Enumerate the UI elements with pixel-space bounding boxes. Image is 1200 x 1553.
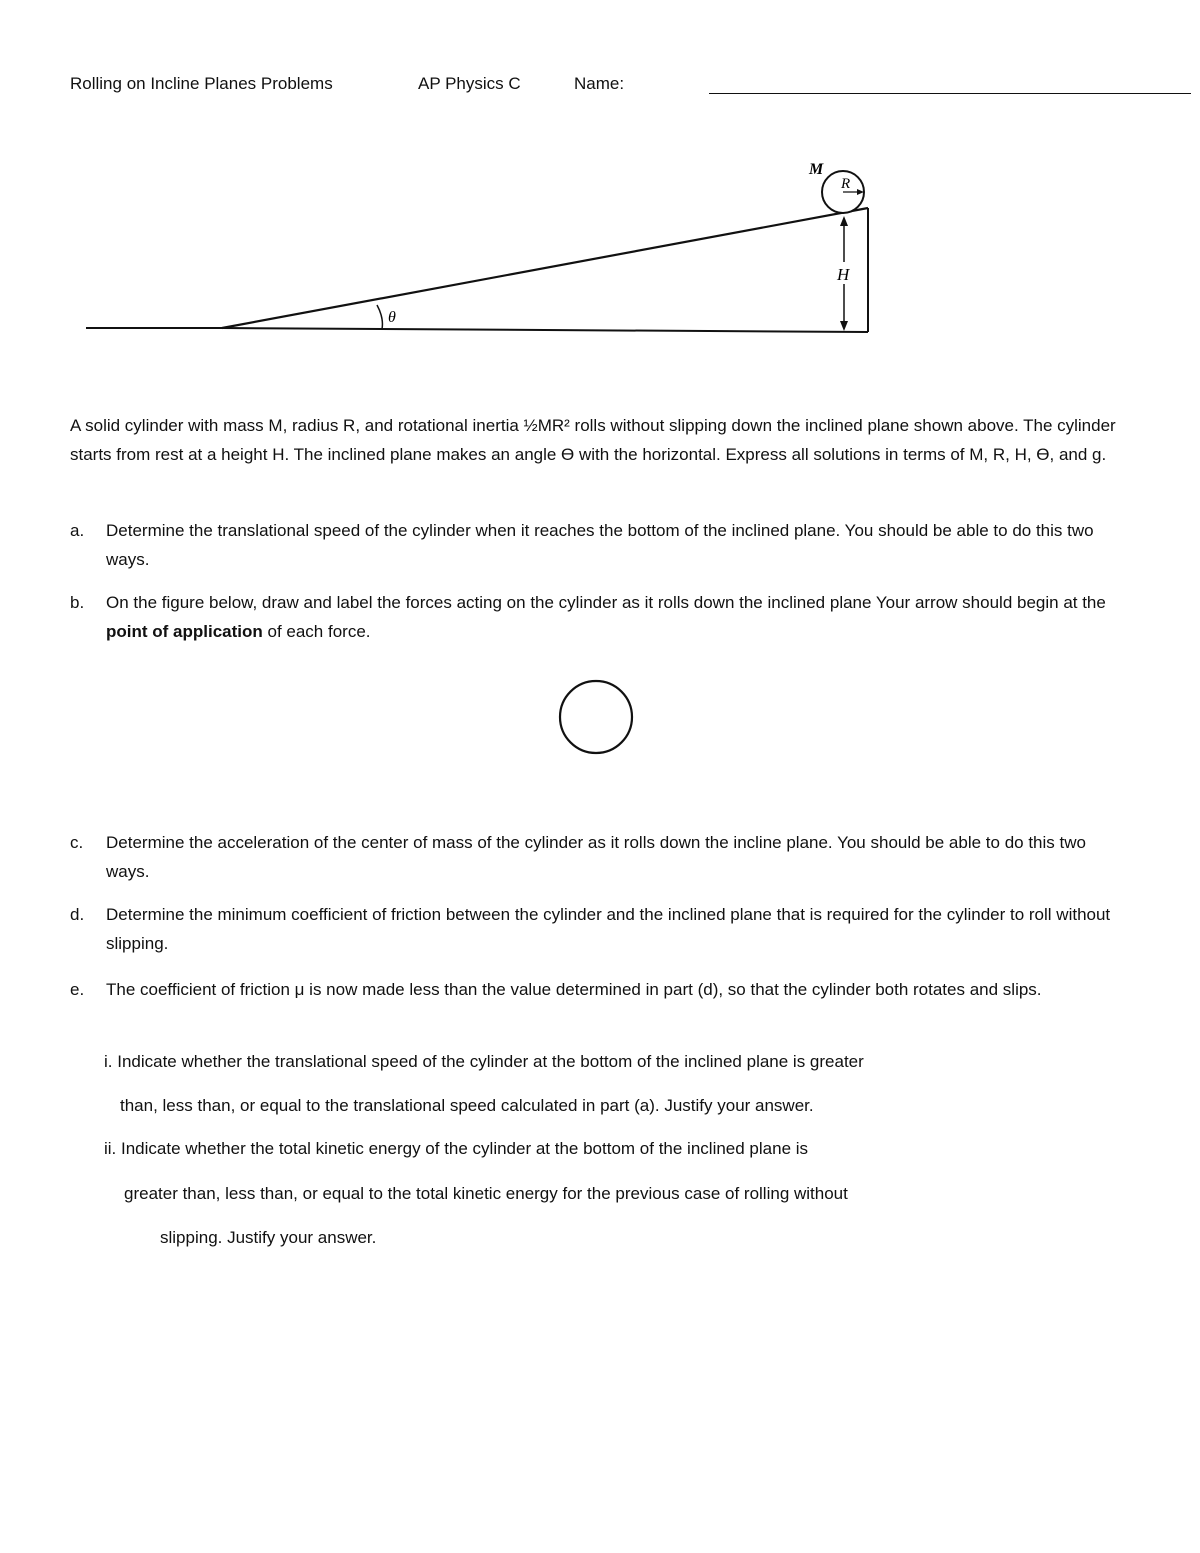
course-name: AP Physics C — [418, 74, 521, 93]
question-c — [70, 828, 1130, 886]
force-diagram-circle — [556, 678, 636, 758]
angle-label: θ — [388, 309, 396, 326]
question-e-text: The coefficient of friction μ is now made less than the value determined in part (d), so that the cylinder both rotates and slips. — [106, 980, 1042, 999]
name-label: Name: — [574, 74, 625, 93]
radius-label: R — [841, 176, 851, 192]
incline-diagram — [0, 150, 1200, 345]
incline-base — [222, 328, 868, 332]
question-d-label: d. — [70, 905, 85, 924]
mass-label: M — [809, 161, 824, 178]
height-label: H — [837, 265, 850, 284]
question-b-label: b. — [70, 593, 85, 612]
question-e-label: e. — [70, 980, 85, 999]
worksheet-title: Rolling on Incline Planes Problems — [70, 74, 333, 93]
question-b — [70, 588, 1130, 646]
question-e-ii-line3: slipping. Justify your answer. — [160, 1228, 377, 1247]
question-b-bold: point of application — [106, 622, 263, 641]
question-e-ii-line2: greater than, less than, or equal to the total kinetic energy for the previous case of rolling without — [124, 1184, 848, 1203]
question-c-text: Determine the acceleration of the center of mass of the cylinder as it rolls down the incline plane. You should be able to do this two ways. — [106, 833, 1086, 881]
question-b-text: On the figure below, draw and label the forces acting on the cylinder as it rolls down the inclined plane Your arrow should begin at the point of application of each force. — [106, 593, 1106, 641]
height-arrow-head-top — [840, 216, 848, 226]
angle-arc — [377, 305, 382, 329]
question-a — [70, 516, 1130, 574]
problem-statement: A solid cylinder with mass M, radius R, and rotational inertia ½MR² rolls without slipping down the inclined plane shown above. The cylinder starts from rest at a height H. The inclined plane makes an angle ϴ with the horizontal. Express all solutions in terms of M, R, H, ϴ, and g. — [70, 416, 1116, 464]
height-arrow-head-bottom — [840, 321, 848, 331]
name-blank-line — [709, 93, 1191, 94]
question-e-ii-line1: ii. Indicate whether the total kinetic energy of the cylinder at the bottom of the inclined plane is — [104, 1139, 809, 1158]
question-e — [70, 975, 1130, 1004]
worksheet-header — [70, 74, 1130, 102]
incline-slope — [222, 208, 868, 328]
question-c-label: c. — [70, 833, 84, 852]
question-d-text: Determine the minimum coefficient of friction between the cylinder and the inclined plane that is required for the cylinder to roll without slipping. — [106, 905, 1111, 953]
question-e-i-line2: than, less than, or equal to the translational speed calculated in part (a). Justify your answer. — [120, 1096, 814, 1115]
question-a-label: a. — [70, 521, 85, 540]
question-a-text: Determine the translational speed of the cylinder when it reaches the bottom of the inclined plane. You should be able to do this two ways. — [106, 521, 1094, 569]
question-d — [70, 900, 1130, 958]
question-e-i-line1: i. Indicate whether the translational speed of the cylinder at the bottom of the inclined plane is greater — [104, 1052, 864, 1071]
